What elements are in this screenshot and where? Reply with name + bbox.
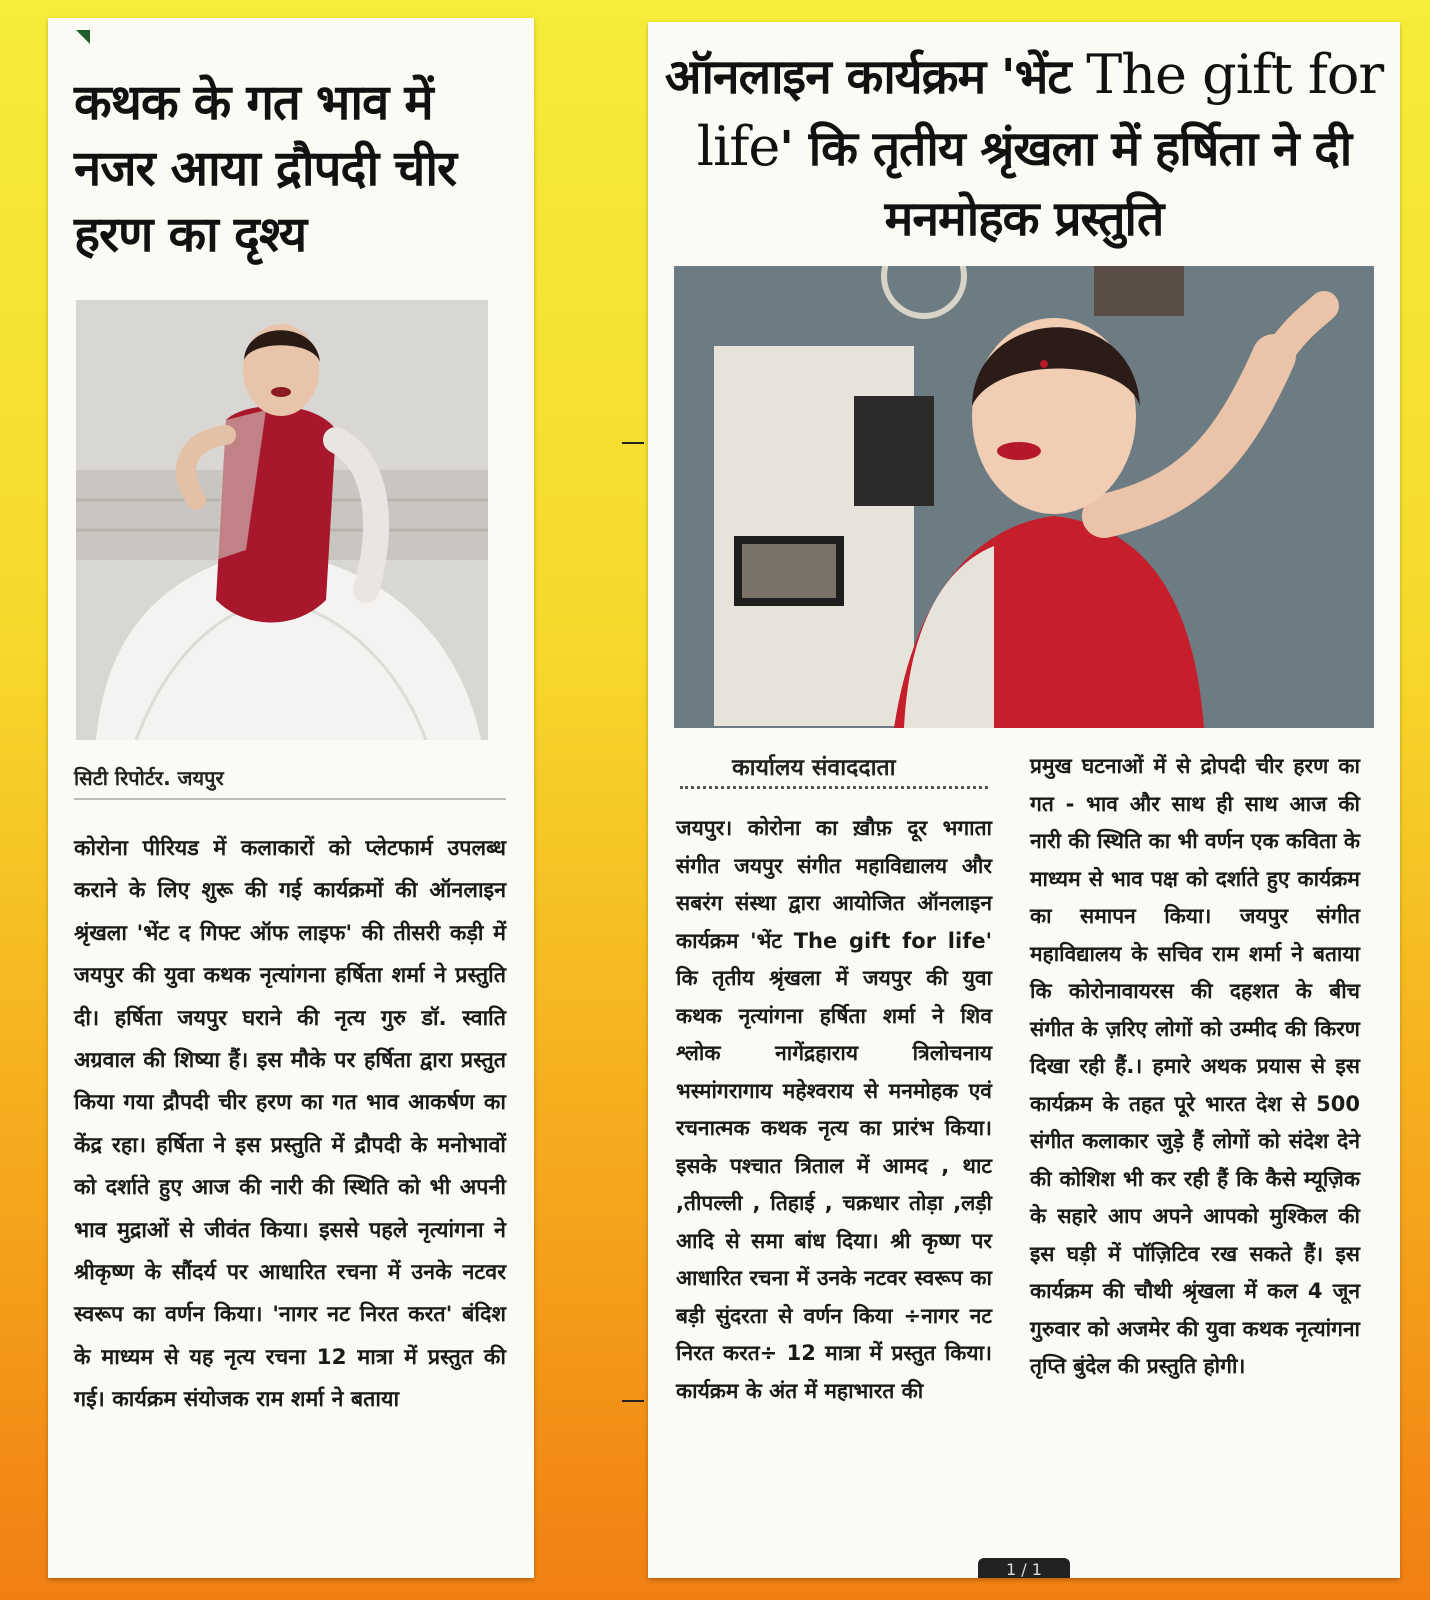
right-headline-part2: ' कि तृतीय श्रृंखला में हर्षिता ने दी मनमोहक प्रस्तुति xyxy=(779,121,1352,247)
margin-dash xyxy=(622,442,644,444)
right-headline-part1: ऑनलाइन कार्यक्रम 'भेंट xyxy=(664,49,1087,105)
right-article-column-2: प्रमुख घटनाओं में से द्रोपदी चीर हरण का गत - भाव और साथ ही साथ आज की नारी की स्थिति का भी वर्णन एक कविता के माध्यम से भाव पक्ष को दर्शाते हुए कार्यक्रम का समापन किया। जयपुर संगीत महाविद्यालय के सचिव राम शर्मा ने बताया कि कोरोनावायरस की दहशत के बीच संगीत के ज़रिए लोगों को उम्मीद की किरण दिखा रही हैं.। हमारे अथक प्रयास से इस कार्यक्रम के तहत पूरे भारत देश से 500 संगीत कलाकार जुड़े हैं लोगों को संदेश देने की कोशिश भी कर रही हैं कि कैसे म्यूज़िक के सहारे आप अपने आपको मुश्किल की इस घड़ी में पॉज़िटिव रख सकते हैं। इस कार्यक्रम की चौथी श्रृंखला में कल 4 जून गुरुवार को अजमेर की युवा कथक नृत्यांगना तृप्ति बुंदेल की प्रस्तुति होगी। xyxy=(1030,754,1360,1378)
left-headline: कथक के गत भाव में नजर आया द्रौपदी चीर हरण का दृश्य xyxy=(74,74,457,263)
desk-divider xyxy=(680,786,988,789)
right-article-column-1: जयपुर। कोरोना का ख़ौफ़ दूर भगाता संगीत जयपुर संगीत महाविद्यालय और सबरंग संस्था द्वारा आयोजित ऑनलाइन कार्यक्रम 'भेंट The gift for life' कि तृतीय श्रृंखला में जयपुर की युवा कथक नृत्यांगना हर्षिता शर्मा ने शिव श्लोक नागेंद्रहाराय त्रिलोचनाय भस्मांगरागाय महेश्वराय से मनमोहक एवं रचनात्मक कथक नृत्य का प्रारंभ किया। इसके पश्चात त्रिताल में आमद , थाट ,तीपल्ली , तिहाई , चक्रधार तोड़ा ,लड़ी आदि से समा बांध दिया। श्री कृष्ण पर आधारित रचना में उनके नटवर स्वरूप का बड़ी सुंदरता से वर्णन किया ÷नागर नट निरत करत÷ 12 मात्रा में प्रस्तुत किया। कार्यक्रम के अंत में महाभारत की xyxy=(676,816,992,1403)
dancer-portrait-illustration xyxy=(674,266,1374,728)
left-news-clipping xyxy=(48,18,534,1578)
left-byline: सिटी रिपोर्टर. जयपुर xyxy=(74,766,224,790)
dancer-seated-illustration xyxy=(76,300,488,740)
right-headline-english: The gift for life xyxy=(696,43,1384,178)
corner-mark xyxy=(76,30,90,44)
dancer-photo-right xyxy=(674,266,1374,728)
page-indicator: 1 / 1 xyxy=(978,1558,1070,1578)
desk-credit: कार्यालय संवाददाता xyxy=(732,755,896,781)
left-article-body: कोरोना पीरियड में कलाकारों को प्लेटफार्म उपलब्ध कराने के लिए शुरू की गई कार्यक्रमों की ऑनलाइन श्रृंखला 'भेंट द गिफ्ट ऑफ लाइफ' की तीसरी कड़ी में जयपुर की युवा कथक नृत्यांगना हर्षिता शर्मा ने प्रस्तुति दी। हर्षिता जयपुर घराने की नृत्य गुरु डॉ. स्वाति अग्रवाल की शिष्या हैं। इस मौके पर हर्षिता द्वारा प्रस्तुत किया गया द्रौपदी चीर हरण का गत भाव आकर्षण का केंद्र रहा। हर्षिता ने इस प्रस्तुति में द्रौपदी के मनोभावों को दर्शाते हुए आज की नारी की स्थिति को भी अपनी भाव मुद्राओं से जीवंत किया। इससे पहले नृत्यांगना ने श्रीकृष्ण के सौंदर्य पर आधारित रचना में उनके नटवर स्वरूप का वर्णन किया। 'नागर नट निरत करत' बंदिश के माध्यम से यह नृत्य रचना 12 मात्रा में प्रस्तुत की गई। कार्यक्रम संयोजक राम शर्मा ने बताया xyxy=(74,836,506,1413)
right-news-clipping xyxy=(648,22,1400,1578)
margin-dash xyxy=(622,1400,644,1402)
dancer-photo-left xyxy=(76,300,488,740)
byline-divider xyxy=(74,798,506,800)
right-headline xyxy=(664,40,1384,254)
